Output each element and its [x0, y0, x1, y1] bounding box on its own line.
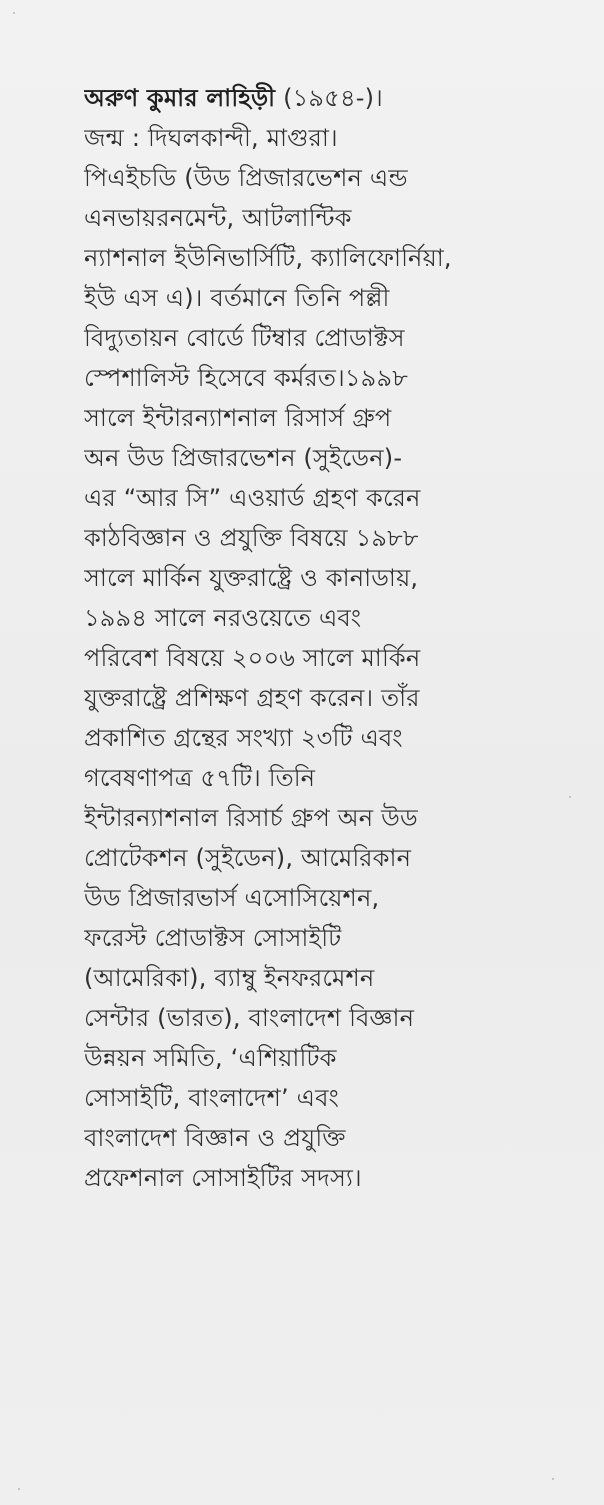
- text-line-24: সেন্টার (ভারত), বাংলাদেশ বিজ্ঞান: [84, 1004, 415, 1032]
- text-line-28: প্রফেশনাল সোসাইটির সদস্য।: [84, 1164, 362, 1192]
- text-line-6: ইউ এস এ)। বর্তমানে তিনি পল্লী: [84, 284, 390, 312]
- text-line-4: এনভায়রনমেন্ট, আটলান্টিক: [84, 204, 352, 232]
- text-line-18: গবেষণাপত্র ৫৭টি। তিনি: [84, 764, 316, 792]
- text-line-9: সালে ইন্টারন্যাশনাল রিসার্স গ্রুপ: [84, 404, 392, 432]
- paper-speck: [18, 1488, 20, 1490]
- text-line-12: কাঠবিজ্ঞান ও প্রযুক্তি বিষয়ে ১৯৮৮: [84, 524, 419, 552]
- text-line-20: প্রোটেকশন (সুইডেন), আমেরিকান: [84, 844, 412, 872]
- text-line-3: পিএইচডি (উড প্রিজারভেশন এন্ড: [84, 164, 408, 192]
- text-line-13: সালে মার্কিন যুক্তরাষ্ট্রে ও কানাডায়,: [84, 564, 419, 592]
- text-line-21: উড প্রিজারভার্স এসোসিয়েশন,: [84, 884, 380, 912]
- paper-speck: [569, 796, 571, 798]
- text-line-16: যুক্তরাষ্ট্রে প্রশিক্ষণ গ্রহণ করেন। তাঁর: [84, 684, 420, 712]
- text-line-26: সোসাইটি, বাংলাদেশ’ এবং: [84, 1084, 339, 1112]
- text-line-17: প্রকাশিত গ্রন্থের সংখ্যা ২৩টি এবং: [84, 724, 403, 752]
- text-line-14: ১৯৯৪ সালে নরওয়েতে এবং: [84, 604, 362, 632]
- life-years: (১৯৫৪-)।: [283, 84, 383, 112]
- text-line-23: (আমেরিকা), ব্যাম্বু ইনফরমেশন: [84, 964, 375, 992]
- text-line-11: এর “আর সি” এওয়ার্ড গ্রহণ করেন: [84, 484, 421, 512]
- text-line-8: স্পেশালিস্ট হিসেবে কর্মরত।১৯৯৮: [84, 364, 408, 392]
- text-line-10: অন উড প্রিজারভেশন (সুইডেন)-: [84, 444, 403, 472]
- entry-heading-line: [84, 78, 552, 118]
- paper-speck: [13, 12, 15, 14]
- text-line-2: জন্ম : দিঘলকান্দী, মাগুরা।: [84, 124, 338, 152]
- text-line-7: বিদ্যুতায়ন বোর্ডে টিম্বার প্রোডাক্টস: [84, 324, 405, 352]
- text-line-27: বাংলাদেশ বিজ্ঞান ও প্রযুক্তি: [84, 1124, 346, 1152]
- paper-speck: [552, 1478, 554, 1480]
- text-line-19: ইন্টারন্যাশনাল রিসার্চ গ্রুপ অন উড: [84, 804, 418, 832]
- person-name: অরুণ কুমার লাহিড়ী: [84, 84, 276, 112]
- text-line-5: ন্যাশনাল ইউনিভার্সিটি, ক্যালিফোর্নিয়া,: [84, 244, 452, 272]
- text-line-15: পরিবেশ বিষয়ে ২০০৬ সালে মার্কিন: [84, 644, 421, 672]
- text-line-25: উন্নয়ন সমিতি, ‘এশিয়াটিক: [84, 1044, 337, 1072]
- text-line-22: ফরেস্ট প্রোডাক্টস সোসাইটি: [84, 924, 342, 952]
- biography-entry: [84, 78, 552, 1198]
